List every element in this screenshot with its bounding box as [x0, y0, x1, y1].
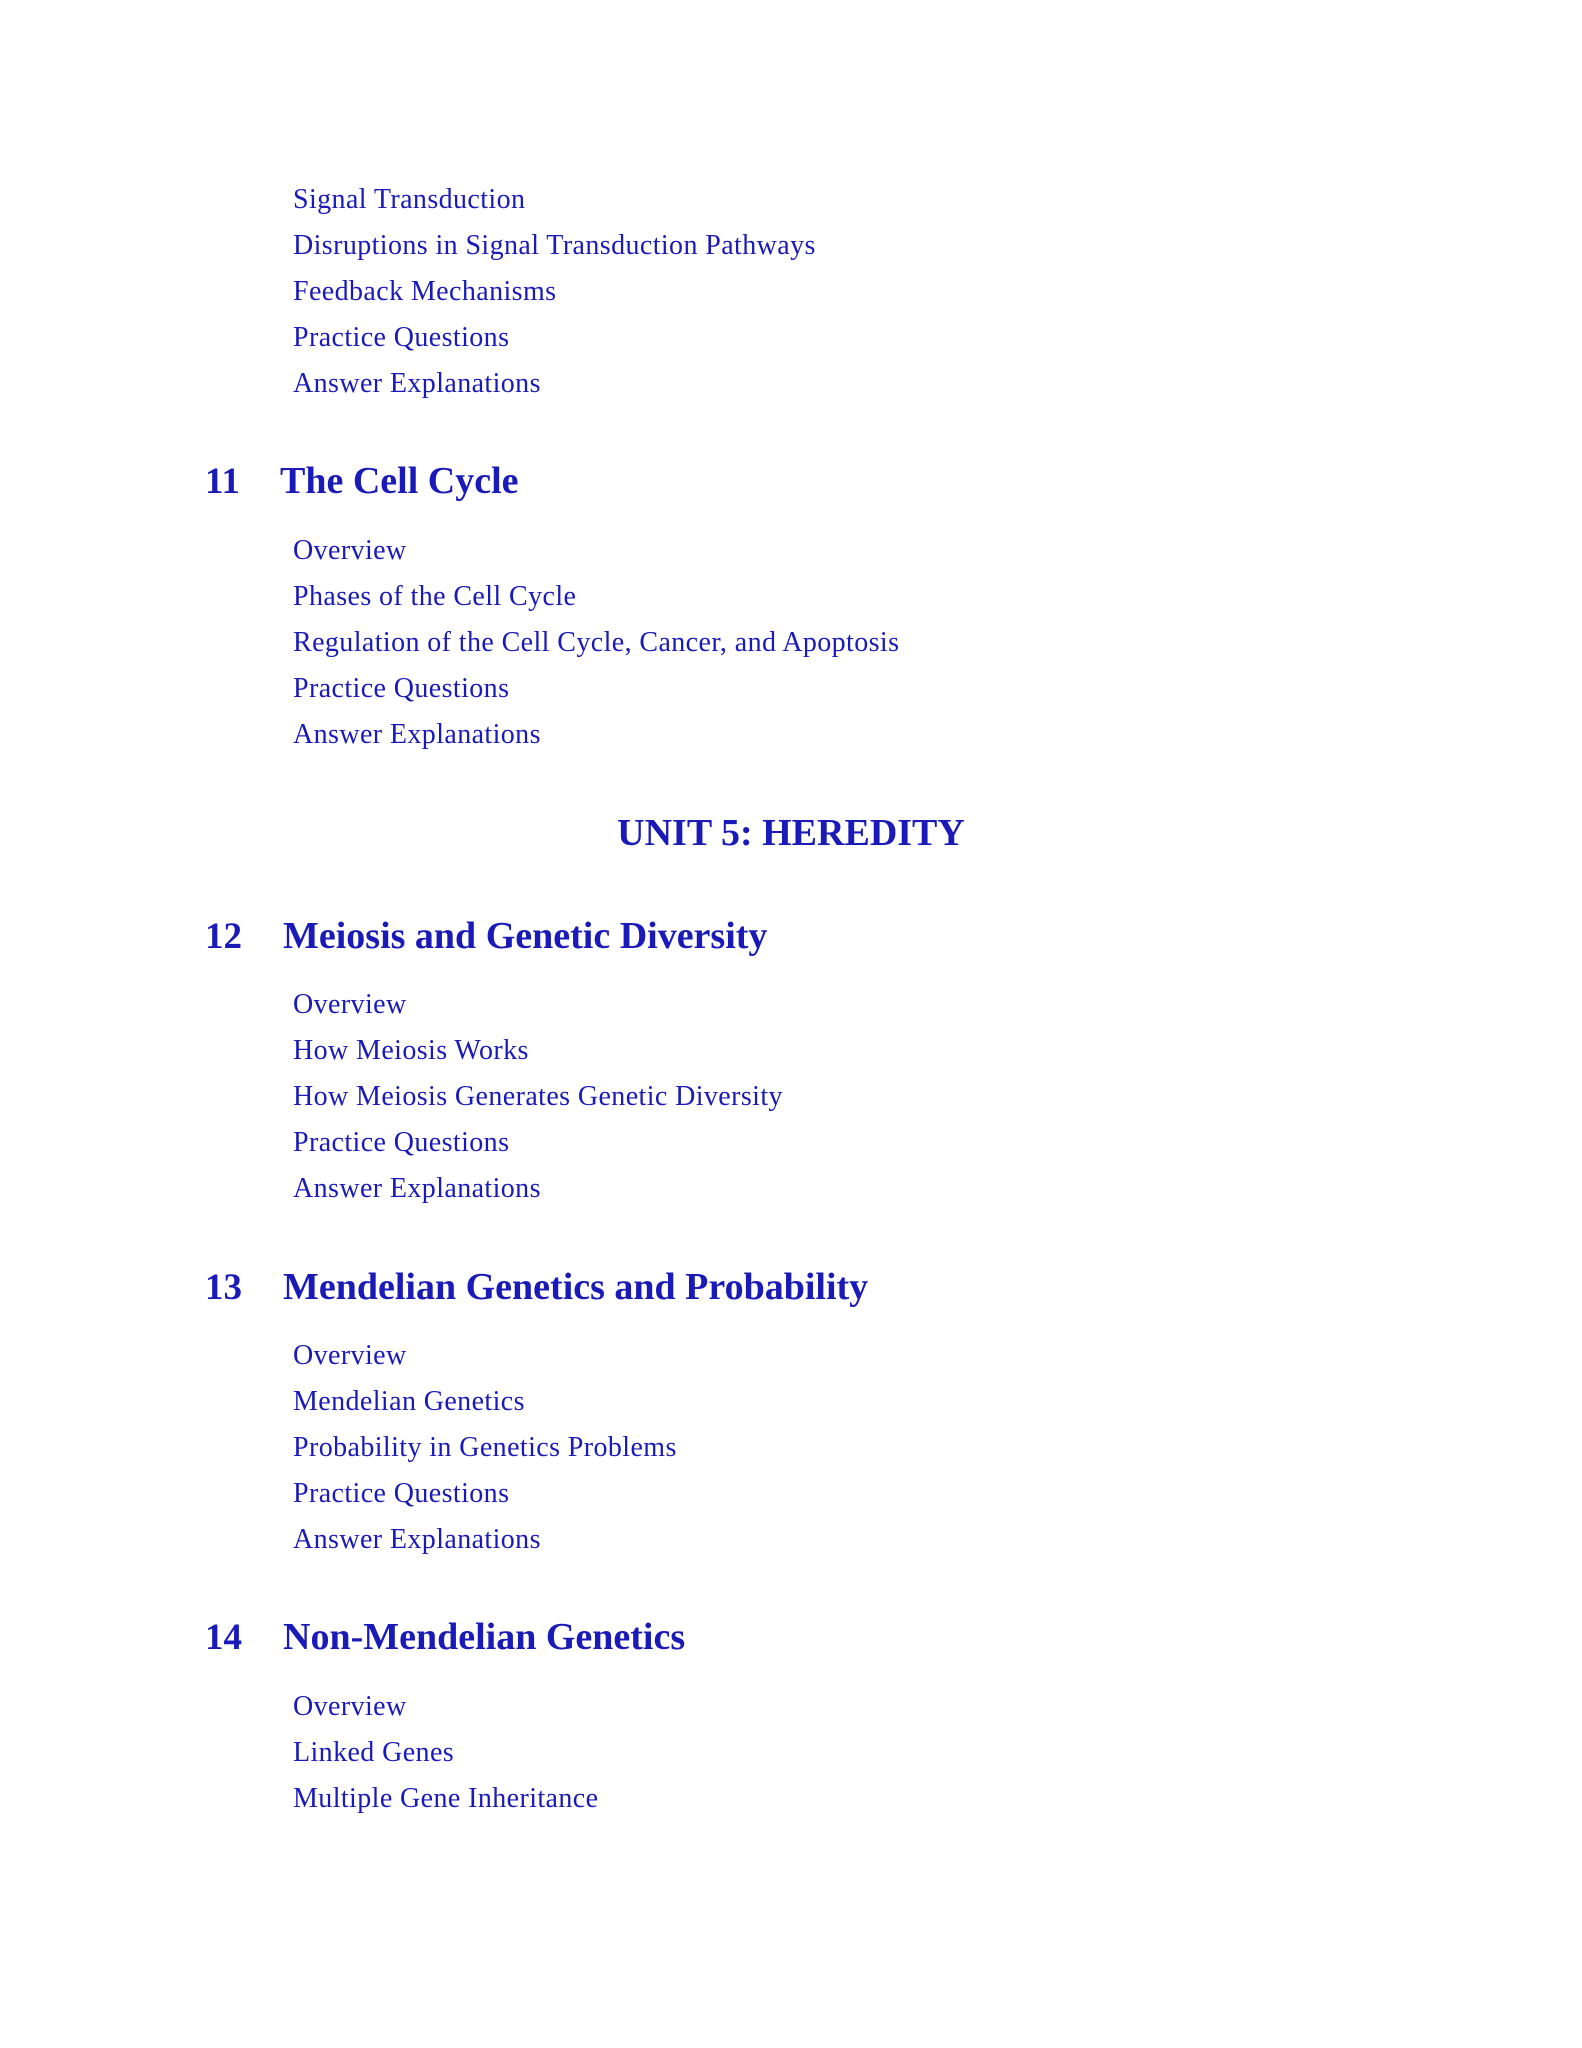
toc-link-multiple-gene-inheritance[interactable]: Multiple Gene Inheritance: [293, 1783, 599, 1814]
toc-link-practice-questions[interactable]: Practice Questions: [293, 673, 510, 704]
toc-link-overview[interactable]: Overview: [293, 1691, 407, 1722]
toc-link-answer-explanations[interactable]: Answer Explanations: [293, 368, 541, 399]
toc-link-meiosis-genetic-diversity[interactable]: How Meiosis Generates Genetic Diversity: [293, 1081, 783, 1112]
chapter-heading-12: [205, 914, 767, 958]
toc-link-practice-questions[interactable]: Practice Questions: [293, 322, 510, 353]
toc-link-linked-genes[interactable]: Linked Genes: [293, 1737, 455, 1768]
toc-link-practice-questions[interactable]: Practice Questions: [293, 1478, 510, 1509]
chapter-number: 11: [205, 461, 240, 502]
toc-link-how-meiosis-works[interactable]: How Meiosis Works: [293, 1035, 529, 1066]
chapter-title-link[interactable]: Meiosis and Genetic Diversity: [283, 915, 768, 957]
toc-link-probability-genetics[interactable]: Probability in Genetics Problems: [293, 1432, 677, 1463]
toc-link-regulation-cell-cycle[interactable]: Regulation of the Cell Cycle, Cancer, and Apoptosis: [293, 627, 900, 658]
chapter-number: 14: [205, 1617, 242, 1658]
toc-link-overview[interactable]: Overview: [293, 1340, 407, 1371]
chapter-number: 12: [205, 916, 242, 957]
toc-link-disruptions-signal-transduction[interactable]: Disruptions in Signal Transduction Pathways: [293, 230, 816, 261]
chapter-title-link[interactable]: Non-Mendelian Genetics: [283, 1616, 686, 1658]
toc-link-phases-cell-cycle[interactable]: Phases of the Cell Cycle: [293, 581, 577, 612]
chapter-number: 13: [205, 1267, 242, 1308]
toc-link-answer-explanations[interactable]: Answer Explanations: [293, 1173, 541, 1204]
toc-link-overview[interactable]: Overview: [293, 535, 407, 566]
chapter-title-link[interactable]: The Cell Cycle: [280, 460, 519, 502]
toc-link-practice-questions[interactable]: Practice Questions: [293, 1127, 510, 1158]
toc-link-overview[interactable]: Overview: [293, 989, 407, 1020]
unit-heading[interactable]: UNIT 5: HEREDITY: [617, 812, 965, 854]
toc-link-signal-transduction[interactable]: Signal Transduction: [293, 184, 526, 215]
toc-link-answer-explanations[interactable]: Answer Explanations: [293, 719, 541, 750]
chapter-heading-14: [205, 1615, 685, 1659]
chapter-heading-13: [205, 1265, 868, 1309]
toc-link-answer-explanations[interactable]: Answer Explanations: [293, 1524, 541, 1555]
chapter-title-link[interactable]: Mendelian Genetics and Probability: [283, 1266, 869, 1308]
chapter-heading-11: [205, 459, 519, 503]
toc-link-feedback-mechanisms[interactable]: Feedback Mechanisms: [293, 276, 557, 307]
toc-link-mendelian-genetics[interactable]: Mendelian Genetics: [293, 1386, 525, 1417]
